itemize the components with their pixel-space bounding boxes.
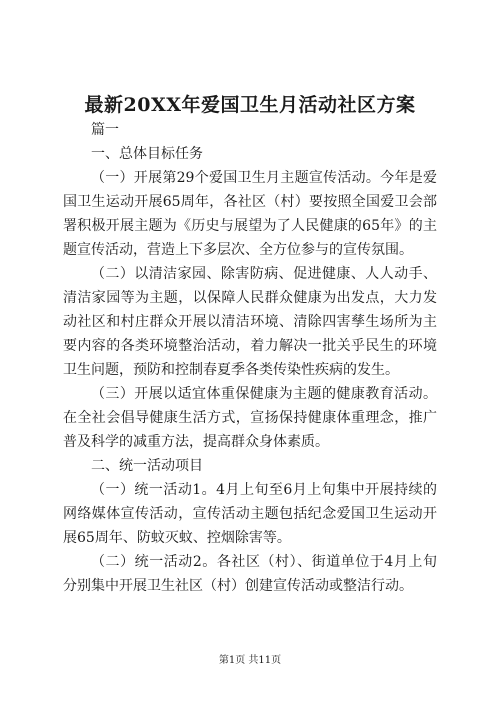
paragraph-1: （一）开展第29个爱国卫生月主题宣传活动。今年是爱国卫生运动开展65周年，各社区（村）要按照全国爱卫会部署积极开展主题为《历史与展望为了人民健康的65年》的主题宣传活动，营造上下多层次、全方位参与的宣传氛围。 bbox=[63, 170, 437, 258]
paragraph-4: （一）统一活动1。4月上旬至6月上旬集中开展持续的网络媒体宣传活动，宣传活动主题包括纪念爱国卫生运动开展65周年、防蚊灭蚊、控烟除害等。 bbox=[63, 482, 437, 546]
paragraph-3: （三）开展以适宜体重保健康为主题的健康教育活动。在全社会倡导健康生活方式，宣扬保持健康体重理念，推广普及科学的减重方法，提高群众身体素质。 bbox=[63, 386, 437, 450]
heading-activities: 二、统一活动项目 bbox=[91, 458, 203, 474]
document-body bbox=[63, 118, 437, 598]
page-footer: 第1页 共11页 bbox=[218, 655, 282, 666]
section-label: 篇一 bbox=[91, 122, 119, 138]
heading-goals: 一、总体目标任务 bbox=[91, 146, 203, 162]
document-title: 最新20XX年爱国卫生月活动社区方案 bbox=[84, 94, 416, 116]
paragraph-2: （二）以清洁家园、除害防病、促进健康、人人动手、清洁家园等为主题，以保障人民群众健康为出发点，大力发动社区和村庄群众开展以清洁环境、清除四害孳生场所为主要内容的各类环境整治活动，着力解决一批关乎民生的环境卫生问题，预防和控制春夏季各类传染性疾病的发生。 bbox=[63, 266, 437, 378]
paragraph-5: （二）统一活动2。各社区（村）、街道单位于4月上旬分别集中开展卫生社区（村）创建宣传活动或整洁行动。 bbox=[63, 554, 437, 594]
